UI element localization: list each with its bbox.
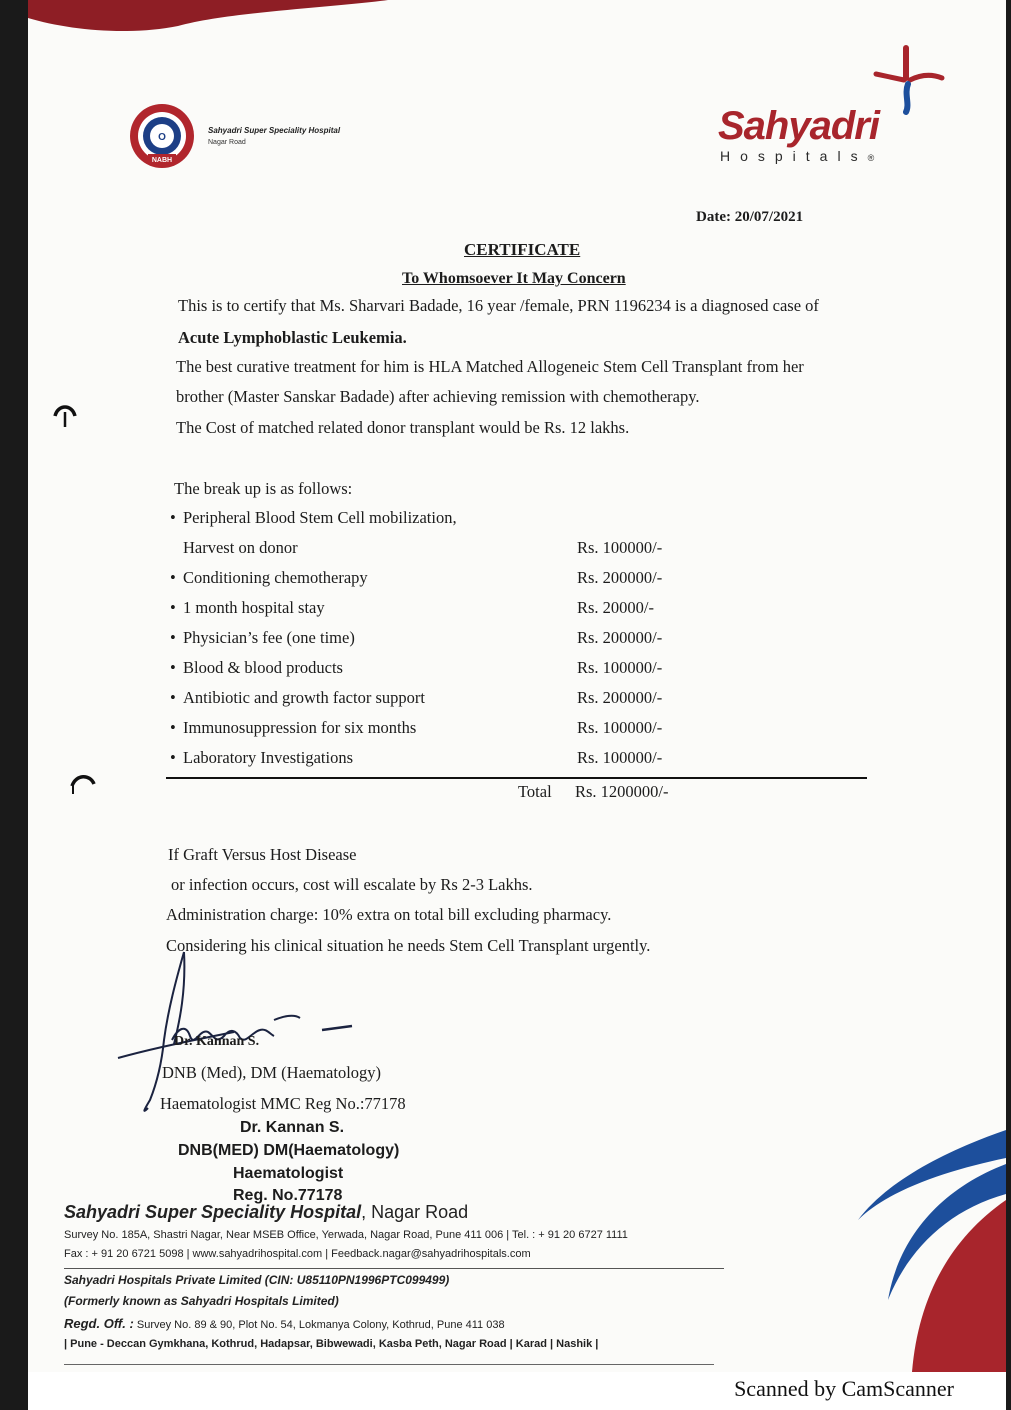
footer-swoosh-graphic [828,1130,1006,1372]
sahyadri-mark-icon [870,44,946,116]
breakup-item-row [170,568,730,592]
bullet-icon: • [170,598,176,617]
footer-bottom-rule [64,1364,714,1365]
breakup-item-amount: Rs. 200000/- [577,568,663,587]
treatment-line-2: brother (Master Sanskar Badade) after achieving remission with chemotherapy. [176,387,700,406]
nabh-badge-text: NABH [151,157,173,164]
closing-line: Considering his clinical situation he needs Stem Cell Transplant urgently. [166,936,651,955]
nabh-logo [128,102,196,175]
footer-contact: Fax : + 91 20 6721 5098 | www.sahyadrihospital.com | Feedback.nagar@sahyadrihospitals.com [64,1248,531,1260]
breakup-item-amount: Rs. 200000/- [577,628,663,647]
letter-date: Date: 20/07/2021 [696,209,804,225]
signature-name: Dr. Kannan S. [174,1034,260,1049]
stamp-registration: Reg. No.77178 [233,1187,343,1204]
footer-company: Sahyadri Hospitals Private Limited (CIN: U85110PN1996PTC099499) [64,1273,450,1287]
breakup-item-row [170,688,730,712]
breakup-item-amount: Rs. 20000/- [577,598,655,617]
treatment-line-1: The best curative treatment for him is HLA Matched Allogeneic Stem Cell Transplant from her [176,357,804,376]
breakup-item-label: Immunosuppression for six months [183,718,417,737]
punch-mark-icon [68,770,98,796]
breakup-item-label: Harvest on donor [183,538,298,557]
scanner-footer [28,1372,1006,1410]
nabh-seal-icon [128,102,196,170]
breakup-item-amount: Rs. 100000/- [577,718,663,737]
breakup-item-amount: Rs. 100000/- [577,538,663,557]
gvhd-line-1: If Graft Versus Host Disease [168,845,357,864]
brand-subtitle [720,148,874,164]
footer-formerly: (Formerly known as Sahyadri Hospitals Limited) [64,1294,339,1308]
breakup-item-label: Physician’s fee (one time) [183,628,355,647]
breakup-heading: The break up is as follows: [174,479,353,498]
gvhd-line-2: or infection occurs, cost will escalate by Rs 2-3 Lakhs. [171,875,533,894]
breakup-item-label: Laboratory Investigations [183,748,353,767]
diagnosis-text: Acute Lymphoblastic Leukemia. [178,328,407,347]
stamp-name: Dr. Kannan S. [240,1119,345,1136]
header-swoosh-graphic [28,0,388,40]
footer-regd-address: Survey No. 89 & 90, Plot No. 54, Lokmanya Colony, Kothrud, Pune 411 038 [136,1319,505,1331]
breakup-item-amount: Rs. 100000/- [577,658,663,677]
small-logo-title: Sahyadri Super Speciality Hospital [208,126,341,135]
breakup-item-row [170,718,730,742]
punch-mark-icon [52,402,78,430]
breakup-item-row [170,598,730,622]
certificate-title: CERTIFICATE [464,240,581,259]
intro-line: This is to certify that Ms. Sharvari Badade, 16 year /female, PRN 1196234 is a diagnosed case of [178,296,819,315]
letter-page [28,0,1006,1372]
admin-charge-line: Administration charge: 10% extra on total bill excluding pharmacy. [166,905,612,924]
cost-line: The Cost of matched related donor transplant would be Rs. 12 lakhs. [176,418,630,437]
footer-address: Survey No. 185A, Shastri Nagar, Near MSEB Office, Yerwada, Nagar Road, Pune 411 006 | Tel. : + 91 20 6727 1111 [64,1229,628,1241]
certificate-subtitle: To Whomsoever It May Concern [402,270,626,287]
breakup-item-row [170,658,730,682]
breakup-item-row [170,628,730,652]
trademark-symbol: ® [867,153,875,163]
bullet-icon: • [170,718,176,737]
footer-regd-label: Regd. Off. : [64,1316,134,1331]
bullet-icon: • [170,568,176,587]
breakup-item-amount: Rs. 200000/- [577,688,663,707]
footer-divider [64,1268,724,1269]
footer-hospital-name: Sahyadri Super Speciality Hospital [64,1202,362,1222]
stamp-role: Haematologist [233,1165,344,1182]
total-divider [166,777,867,779]
bullet-icon: • [170,748,176,767]
breakup-item-row [170,508,730,532]
footer-registered-office [64,1316,505,1331]
footer-branches: | Pune - Deccan Gymkhana, Kothrud, Hadapsar, Bibwewadi, Kasba Peth, Nagar Road | Karad | Nashik | [64,1338,599,1350]
bullet-icon: • [170,658,176,677]
bullet-icon: • [170,508,176,527]
brand-subtitle-text: Hospitals [720,148,868,164]
breakup-item-amount: Rs. 100000/- [577,748,663,767]
breakup-item-label: Blood & blood products [183,658,343,677]
svg-text:O: O [158,132,166,143]
signature-registration: Haematologist MMC Reg No.:77178 [160,1094,406,1113]
total-label: Total [518,782,552,801]
breakup-item-row [170,538,730,562]
footer-hospital: Sahyadri Super Speciality Hospital, Nagar Road [64,1202,469,1222]
total-amount: Rs. 1200000/- [575,782,669,801]
breakup-item-label: Peripheral Blood Stem Cell mobilization, [183,508,457,527]
breakup-item-label: 1 month hospital stay [183,598,325,617]
bullet-icon: • [170,628,176,647]
handwritten-signature [114,940,364,1120]
breakup-item-row [170,748,730,772]
stamp-qualification: DNB(MED) DM(Haematology) [178,1142,400,1159]
footer-branch: Nagar Road [371,1202,469,1222]
breakup-item-label: Antibiotic and growth factor support [183,688,425,707]
breakup-item-label: Conditioning chemotherapy [183,568,368,587]
small-logo-subtitle: Nagar Road [208,139,246,146]
signature-qualification: DNB (Med), DM (Haematology) [162,1063,382,1082]
brand-name: Sahyadri [718,104,879,148]
bullet-icon: • [170,688,176,707]
scanner-label: Scanned by CamScanner [734,1376,954,1401]
